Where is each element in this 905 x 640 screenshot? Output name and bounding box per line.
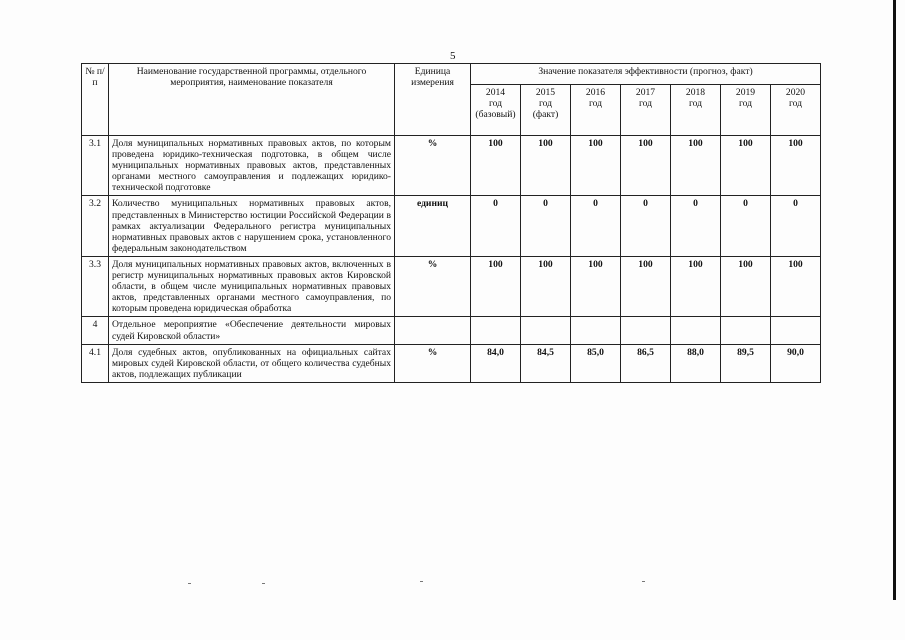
table-row <box>82 344 821 382</box>
indicator-value: 100 <box>471 136 521 196</box>
header-year-text: 2016 <box>585 87 606 98</box>
table-row <box>82 317 821 344</box>
indicator-value: 88,0 <box>671 344 721 382</box>
indicator-value <box>721 317 771 344</box>
scan-speck <box>420 581 423 582</box>
indicator-value: 100 <box>621 136 671 196</box>
indicator-value: 84,0 <box>471 344 521 382</box>
indicator-value: 100 <box>771 256 821 316</box>
indicator-value: 100 <box>521 136 571 196</box>
header-year-text: год <box>488 98 503 110</box>
header-year-text: год <box>688 98 703 110</box>
indicator-value: 100 <box>721 256 771 316</box>
header-year-text: год <box>638 98 653 110</box>
indicator-value: 0 <box>521 196 571 256</box>
table-row <box>82 136 821 196</box>
indicator-name: Количество муниципальных нормативных правовых актов, представленных в Министерство юстиции Российской Федерации в рамках актуализации Федерального регистра муниципальных нормативных правовых актов с нарушением срока, установленного федеральным законодательством <box>109 196 395 256</box>
header-year-2017 <box>621 85 671 136</box>
page-number: 5 <box>450 50 456 62</box>
header-row <box>82 64 821 85</box>
row-number: 3.3 <box>82 256 109 316</box>
indicator-value: 0 <box>471 196 521 256</box>
scan-edge-line <box>893 0 896 600</box>
indicator-value: 100 <box>771 136 821 196</box>
scan-speck <box>188 583 191 584</box>
header-unit: Единица измерения <box>395 64 471 136</box>
header-year-2020 <box>771 85 821 136</box>
header-year-text: (факт) <box>532 109 559 121</box>
indicator-name: Доля муниципальных нормативных правовых актов, по которым проведена юридико-техническая подготовка, в общем числе муниципальных нормативных правовых актов, представленных органами местного самоуправления и подлежащих юридико-технической подготовке <box>109 136 395 196</box>
indicator-value <box>571 317 621 344</box>
header-year-2015 <box>521 85 571 136</box>
header-year-2016 <box>571 85 621 136</box>
header-year-text: 2020 <box>785 87 806 98</box>
indicator-value: 85,0 <box>571 344 621 382</box>
header-year-2014 <box>471 85 521 136</box>
row-number: 3.2 <box>82 196 109 256</box>
table-row <box>82 196 821 256</box>
header-year-text: год <box>538 98 553 110</box>
indicator-value: 90,0 <box>771 344 821 382</box>
indicator-value: 89,5 <box>721 344 771 382</box>
header-year-text: 2018 <box>685 87 706 98</box>
header-year-text: 2019 <box>735 87 756 98</box>
indicator-value: 100 <box>471 256 521 316</box>
indicator-value: 100 <box>671 136 721 196</box>
indicator-value: 0 <box>671 196 721 256</box>
indicator-value <box>471 317 521 344</box>
indicator-value: 86,5 <box>621 344 671 382</box>
indicator-name: Отдельное мероприятие «Обеспечение деятельности мировых судей Кировской области» <box>109 317 395 344</box>
header-year-2019 <box>721 85 771 136</box>
indicator-unit: % <box>395 256 471 316</box>
header-year-text: 2014 <box>485 87 506 98</box>
indicator-value: 0 <box>721 196 771 256</box>
indicator-name: Доля муниципальных нормативных правовых актов, включенных в регистр муниципальных нормативных правовых актов Кировской области, в общем числе муниципальных нормативных правовых актов, представленных органами местного самоуправления, по которым проведена юридическая обработка <box>109 256 395 316</box>
indicator-unit: % <box>395 136 471 196</box>
indicator-value <box>521 317 571 344</box>
indicator-value: 100 <box>671 256 721 316</box>
header-name: Наименование государственной программы, отдельного мероприятия, наименование показателя <box>109 64 395 136</box>
indicator-value: 100 <box>621 256 671 316</box>
header-year-text: 2015 <box>535 87 556 98</box>
indicator-unit <box>395 317 471 344</box>
indicator-unit: единиц <box>395 196 471 256</box>
indicator-value: 100 <box>721 136 771 196</box>
indicator-table <box>81 63 821 383</box>
row-number: 4.1 <box>82 344 109 382</box>
indicator-value: 0 <box>571 196 621 256</box>
indicator-value <box>671 317 721 344</box>
scan-speck <box>642 581 645 582</box>
header-year-text: год <box>588 98 603 110</box>
header-year-text: 2017 <box>635 87 656 98</box>
indicator-value <box>771 317 821 344</box>
header-year-text: год <box>788 98 803 110</box>
header-values: Значение показателя эффективности (прогноз, факт) <box>471 64 821 85</box>
row-number: 4 <box>82 317 109 344</box>
indicator-value: 0 <box>771 196 821 256</box>
indicator-name: Доля судебных актов, опубликованных на официальных сайтах мировых судей Кировской области, от общего количества судебных актов, подлежащих публикации <box>109 344 395 382</box>
indicator-unit: % <box>395 344 471 382</box>
indicator-value: 100 <box>571 136 621 196</box>
indicator-value: 84,5 <box>521 344 571 382</box>
header-num: № п/п <box>82 64 109 136</box>
indicator-value: 100 <box>571 256 621 316</box>
indicator-value: 0 <box>621 196 671 256</box>
header-year-text: год <box>738 98 753 110</box>
scan-speck <box>262 583 265 584</box>
indicator-value: 100 <box>521 256 571 316</box>
indicator-value <box>621 317 671 344</box>
header-year-text: (базовый) <box>475 109 516 121</box>
table-row <box>82 256 821 316</box>
header-year-2018 <box>671 85 721 136</box>
row-number: 3.1 <box>82 136 109 196</box>
